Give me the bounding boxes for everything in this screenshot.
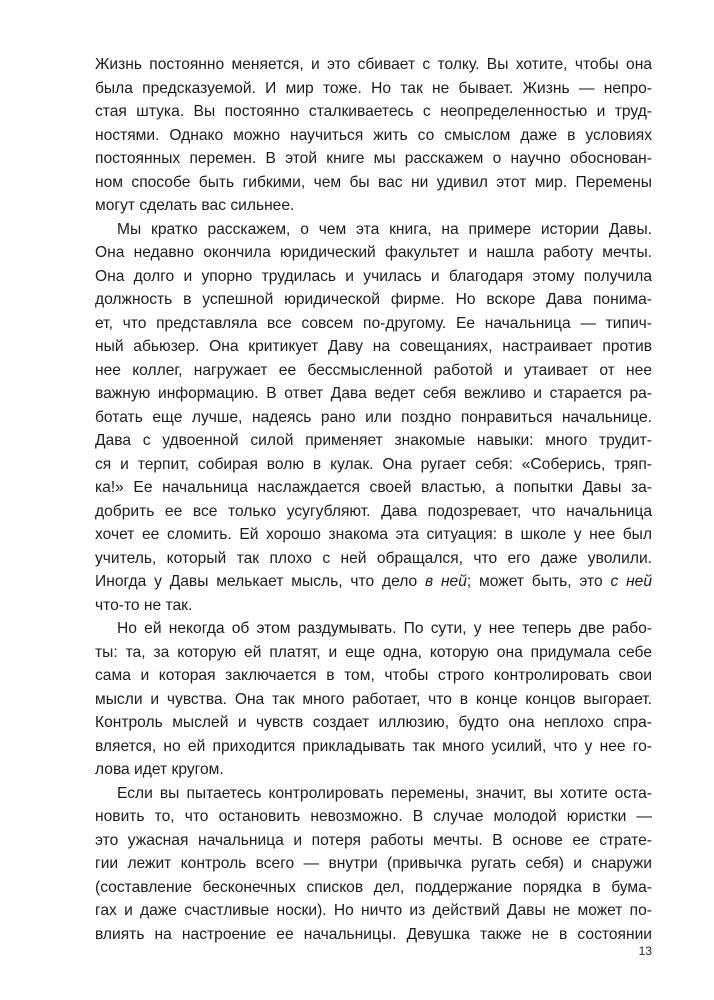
text-line: ный абьюзер. Она критикует Даву на совещаниях, настраивает против (95, 338, 652, 355)
text-line: мысли и чувства. Она так много работает, что в конце концов выгорает. (95, 690, 652, 708)
text-line: Жизнь постоянно меняется, и это сбивает с толку. Вы хотите, чтобы она (95, 56, 652, 73)
text-line: должность в успешной юридической фирме. Но вскоре Дава понима- (95, 291, 652, 308)
text-line: лова идет кругом. (95, 761, 224, 778)
paragraph-3 (95, 617, 652, 782)
emphasis-text: в ней (425, 573, 467, 590)
text-line: ся и терпит, собирая волю в кулак. Она ругает себя: «Соберись, тряп- (95, 455, 652, 473)
text-line: Дава с удвоенной силой применяет знакомые навыки: много трудит- (95, 432, 652, 449)
text-line: ностями. Однако можно научиться жить со смыслом даже в условиях (95, 126, 652, 144)
paragraph-2 (95, 218, 652, 618)
text-line: учитель, который так плохо с ней обращался, что его даже уволили. (95, 549, 652, 567)
text-line: стая штука. Вы постоянно сталкиваетесь с неопределенностью и труд- (95, 103, 652, 120)
paragraph-4 (95, 782, 652, 947)
text-line: хочет ее сломить. Ей хорошо знакома эта ситуация: в школе у нее был (95, 526, 652, 543)
emphasis-text: с ней (610, 573, 652, 590)
text-line-with-emphasis (95, 570, 652, 594)
text-line: ка!» Ее начальница наслаждается своей властью, а попытки Давы за- (95, 479, 652, 496)
text-line: Она долго и упорно трудилась и училась и благодаря этому получила (95, 267, 652, 285)
text-line: новить то, что остановить невозможно. В случае молодой юристки — (95, 808, 652, 825)
text-line: Контроль мыслей и чувств создает иллюзию, будто она неплохо спра- (95, 714, 652, 731)
page-number: 13 (638, 944, 652, 958)
text-line: ном способе быть гибкими, чем бы вас ни удивил этот мир. Перемены (95, 173, 652, 191)
text-line: ет, что представляла все совсем по-другому. Ее начальница — типич- (95, 314, 652, 332)
text-line: была предсказуемой. И мир тоже. Но так не бывает. Жизнь — непро- (95, 79, 652, 97)
text-run: ; может быть, это (466, 573, 611, 590)
text-line: добрить ее все только усугубляют. Дава подозревает, что начальница (95, 502, 652, 520)
paragraph-1 (95, 53, 652, 218)
text-line: Если вы пытаетесь контролировать перемены, значит, вы хотите оста- (117, 784, 652, 802)
text-line: вляется, но ей приходится прикладывать так много усилий, что у нее го- (95, 737, 652, 755)
text-line: влиять на настроение ее начальницы. Девушка также не в состоянии (95, 925, 652, 943)
text-line: гах и даже счастливые носки). Но ничто из действий Давы не может по- (95, 902, 652, 919)
text-line: ты: та, за которую ей платят, и еще одна, которую она придумала себе (95, 643, 652, 661)
text-line: ботать еще лучше, надеясь рано или поздно понравиться начальнице. (95, 408, 652, 426)
text-line: могут сделать вас сильнее. (95, 197, 295, 214)
body-text (95, 53, 652, 946)
text-line: постоянных перемен. В этой книге мы расскажем о научно обоснован- (95, 150, 652, 167)
text-line: Но ей некогда об этом раздумывать. По сути, у нее теперь две рабо- (117, 620, 652, 637)
text-line: нее коллег, нагружает ее бессмысленной работой и утаивает от нее (95, 361, 652, 379)
text-line: важную информацию. В ответ Дава ведет себя вежливо и старается ра- (95, 385, 652, 402)
text-line: что-то не так. (95, 596, 193, 614)
text-line: Мы кратко расскажем, о чем эта книга, на примере истории Давы. (117, 220, 652, 238)
text-line: (составление бесконечных списков дел, поддержание порядка в бума- (95, 878, 652, 896)
text-line: Она недавно окончила юридический факультет и нашла работу мечты. (95, 244, 652, 261)
text-run: Иногда у Давы мелькает мысль, что дело (95, 573, 425, 590)
text-line: гии лежит контроль всего — внутри (привычка ругать себя) и снаружи (95, 855, 652, 872)
text-line: сама и которая заключается в том, чтобы строго контролировать свои (95, 667, 652, 684)
text-line: это ужасная начальница и потеря работы мечты. В основе ее страте- (95, 831, 652, 849)
